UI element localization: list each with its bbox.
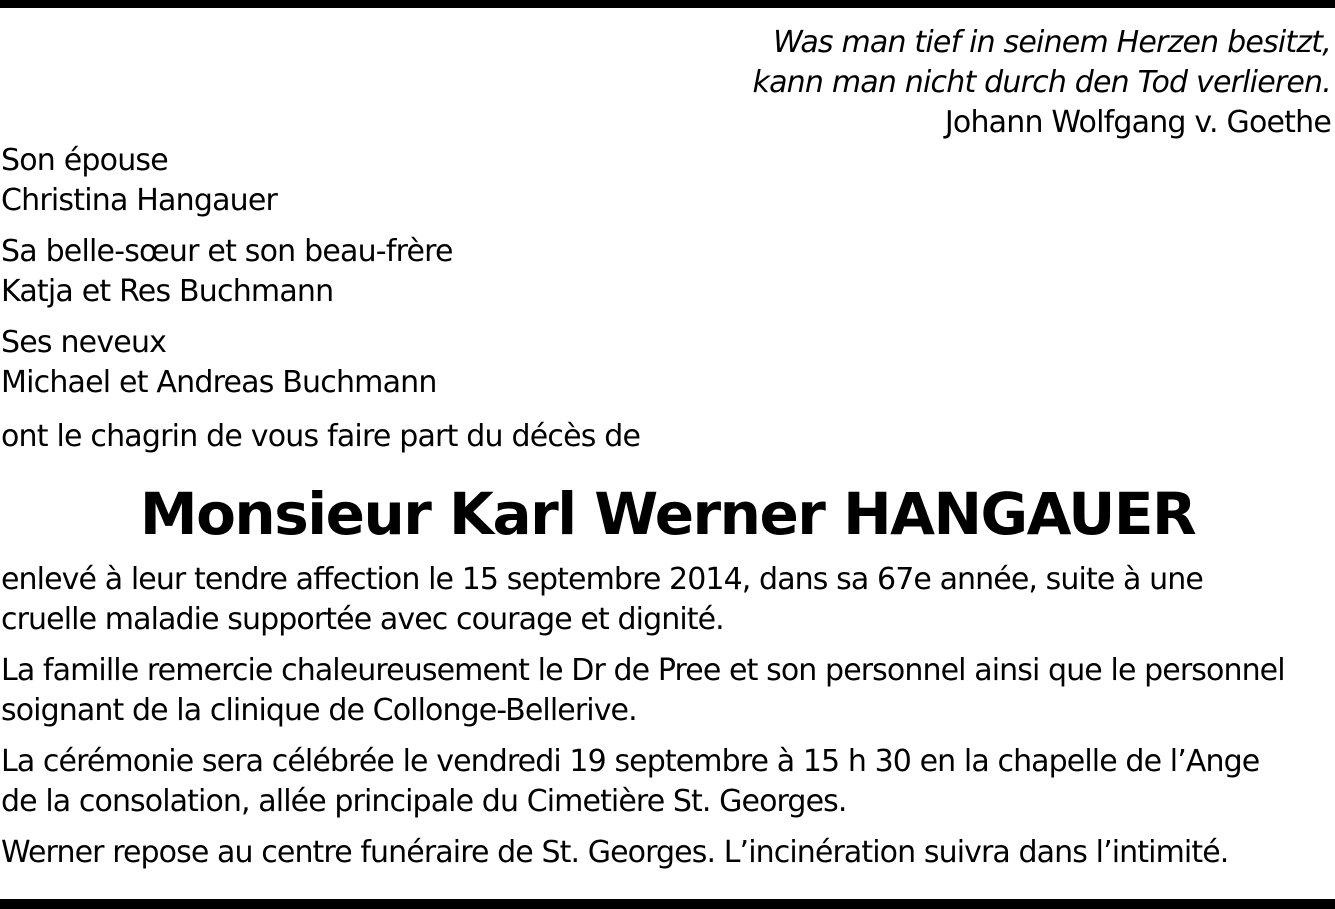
epigraph-quote [753, 23, 1331, 143]
family-role: Son épouse [1, 143, 168, 178]
family-list [1, 141, 453, 414]
family-names: Katja et Res Buchmann [1, 274, 334, 309]
family-group-spouse [1, 141, 453, 221]
deceased-name-heading: Monsieur Karl Werner HANGAUER [139, 480, 1196, 548]
paragraph-line: enlevé à leur tendre affection le 15 septembre 2014, dans sa 67e année, suite à une [1, 562, 1203, 597]
paragraph-line: de la consolation, allée principale du Cimetière St. Georges. [1, 784, 847, 819]
quote-line-2: kann man nicht durch den Tod verlieren. [752, 65, 1331, 100]
announcement-text: ont le chagrin de vous faire part du décès de [1, 419, 641, 454]
bottom-border-rule [0, 899, 1335, 909]
family-names: Christina Hangauer [1, 183, 278, 218]
paragraph-thanks [1, 651, 1335, 731]
paragraph-line: La famille remercie chaleureusement le Dr de Pree et son personnel ainsi que le personnel [1, 653, 1285, 688]
paragraph-line: cruelle maladie supportée avec courage et dignité. [1, 602, 724, 637]
paragraph-ceremony [1, 742, 1335, 822]
quote-line-1: Was man tief in seinem Herzen besitzt, [773, 25, 1331, 60]
family-group-nephews [1, 323, 453, 403]
paragraph-line: Werner repose au centre funéraire de St. Georges. L’incinération suivra dans l’intimité. [1, 835, 1229, 870]
family-group-in-laws [1, 232, 453, 312]
family-role: Ses neveux [1, 325, 167, 360]
paragraph-passing [1, 560, 1335, 640]
quote-author: Johann Wolfgang v. Goethe [944, 105, 1331, 140]
family-role: Sa belle-sœur et son beau-frère [1, 234, 453, 269]
paragraph-repose [1, 833, 1335, 873]
obituary-body [1, 560, 1335, 884]
paragraph-line: La cérémonie sera célébrée le vendredi 19 septembre à 15 h 30 en la chapelle de l’Ange [1, 744, 1260, 779]
paragraph-line: soignant de la clinique de Collonge-Bellerive. [1, 693, 637, 728]
family-names: Michael et Andreas Buchmann [1, 365, 437, 400]
top-border-rule [0, 0, 1335, 8]
